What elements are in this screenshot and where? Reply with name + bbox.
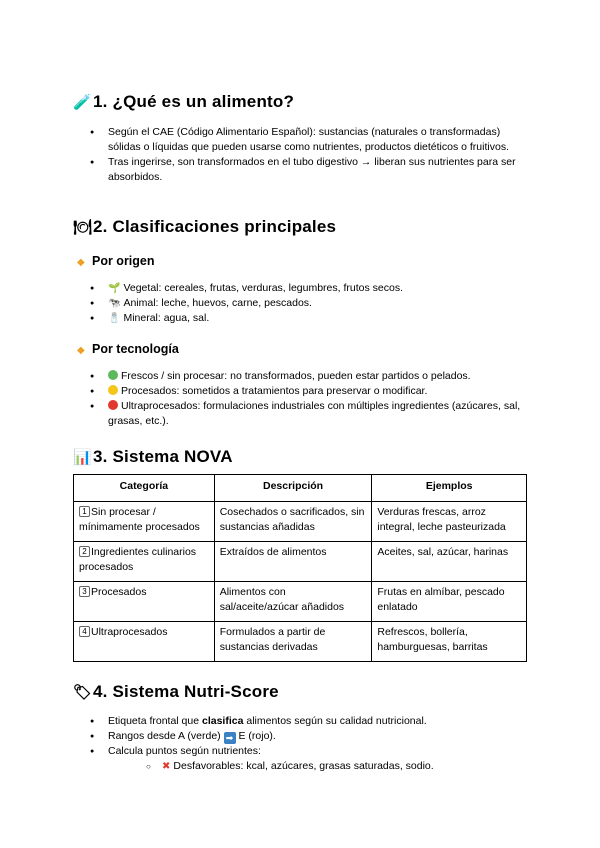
list-item: ● Ultraprocesados: formulaciones industriales con múltiples ingredientes (azúcares, sal, grasas, etc.). [90,399,535,429]
cell-descripcion: Alimentos con sal/aceite/azúcar añadidos [214,582,372,622]
test-tube-icon: 🧪 [73,94,92,111]
cell-descripcion: Formulados a partir de sustancias derivadas [214,622,372,662]
tecnologia-list [90,369,535,429]
subheading-origen: ◆ Por origen [77,254,155,268]
yellow-circle-icon [108,385,118,395]
section-4-list [90,714,535,774]
bar-chart-icon: 📊 [73,449,92,466]
table-row [74,622,527,662]
header-descripcion: Descripción [214,475,372,502]
keycap-number-icon: 1 [79,506,90,517]
keycap-number-icon: 2 [79,546,90,557]
header-categoria: Categoría [74,475,215,502]
table-row [74,502,527,542]
cow-icon: 🐄 [108,298,121,309]
list-item: ● 🐄 Animal: leche, huevos, carne, pescados. [90,296,535,311]
table-row [74,582,527,622]
green-circle-icon [108,370,118,380]
cell-categoria: 2 Ingredientes culinarios procesados [74,542,215,582]
section-1-heading: 🧪1. ¿Qué es un alimento? [73,92,295,111]
red-circle-icon [108,400,118,410]
cell-descripcion: Extraídos de alimentos [214,542,372,582]
label-tag-icon: 🏷 [73,684,93,701]
cell-categoria: 1 Sin procesar / mínimamente procesados [74,502,215,542]
cell-ejemplos: Aceites, sal, azúcar, harinas [372,542,527,582]
cell-ejemplos: Refrescos, bollería, hamburguesas, barritas [372,622,527,662]
list-item: ● Tras ingerirse, son transformados en el tubo digestivo → liberan sus nutrientes para ser absorbidos. [90,155,535,185]
sub-list [108,759,535,774]
keycap-number-icon: 4 [79,626,90,637]
salt-shaker-icon: 🧂 [108,313,121,324]
plate-cutlery-icon: 🍽 [73,219,93,236]
section-2-heading: 🍽2. Clasificaciones principales [73,217,337,236]
table-row [74,542,527,582]
list-item: ● Procesados: sometidos a tratamientos para preservar o modificar. [90,384,535,399]
seedling-icon: 🌱 [108,283,121,294]
cell-categoria: 3 Procesados [74,582,215,622]
orange-diamond-icon: ◆ [77,257,85,268]
list-item: ● 🧂 Mineral: agua, sal. [90,311,535,326]
cell-ejemplos: Frutas en almíbar, pescado enlatado [372,582,527,622]
list-item: ● Etiqueta frontal que clasifica alimentos según su calidad nutricional. [90,714,535,729]
list-item: ○ ✖ Desfavorables: kcal, azúcares, grasas saturadas, sodio. [146,759,535,774]
subheading-tecnologia: ◆ Por tecnología [77,342,179,356]
cell-descripcion: Cosechados o sacrificados, sin sustancias añadidas [214,502,372,542]
section-1-list [90,125,535,185]
cell-categoria: 4 Ultraprocesados [74,622,215,662]
table-header-row [74,475,527,502]
cross-mark-icon: ✖ [162,761,171,772]
cell-ejemplos: Verduras frescas, arroz integral, leche pasteurizada [372,502,527,542]
orange-diamond-icon: ◆ [77,345,85,356]
origen-list [90,281,535,326]
section-3-heading: 📊3. Sistema NOVA [73,447,233,466]
list-item: ● 🌱 Vegetal: cereales, frutas, verduras, legumbres, frutos secos. [90,281,535,296]
section-4-heading: 🏷4. Sistema Nutri-Score [73,682,279,701]
nova-table [73,474,527,662]
list-item: ● Rangos desde A (verde) ➡ E (rojo). [90,729,535,744]
list-item: ● Frescos / sin procesar: no transformados, pueden estar partidos o pelados. [90,369,535,384]
header-ejemplos: Ejemplos [372,475,527,502]
list-item: ● Según el CAE (Código Alimentario Español): sustancias (naturales o transformadas) sólidas o líquidas que pueden usarse como nutrientes, productos dietéticos o fruitivos. [90,125,535,155]
right-arrow-icon: ➡ [224,732,236,744]
keycap-number-icon: 3 [79,586,90,597]
list-item: ● Calcula puntos según nutrientes: ○ ✖ Desfavorables: kcal, azúcares, grasas saturadas, sodio. [90,744,535,774]
